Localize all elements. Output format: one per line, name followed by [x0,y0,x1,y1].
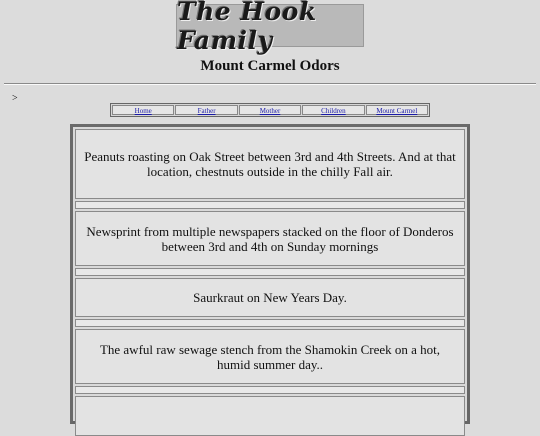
odor-text: Newsprint from multiple newspapers stacked on the floor of Donderos between 3rd and 4th on Sunday mornings [86,223,454,254]
row-separator [75,201,465,209]
nav-link-mother[interactable]: Mother [239,105,301,115]
odor-text: The awful raw sewage stench from the Shamokin Creek on a hot, humid summer day.. [99,341,441,372]
odors-table [70,124,470,424]
odor-cell [75,329,465,384]
page-title: Mount Carmel Odors [200,58,340,74]
odor-cell [75,211,465,266]
row-separator [75,268,465,276]
nav-link-father[interactable]: Father [175,105,237,115]
odor-text: Peanuts roasting on Oak Street between 3rd and 4th Streets. And at that location, chestnuts outside in the chilly Fall air. [84,149,456,179]
odor-cell [75,396,465,436]
odor-cell [75,278,465,317]
nav-bar [110,103,430,117]
odor-text: Saurkraut on New Years Day. [193,290,347,305]
nav-link-children[interactable]: Children [302,105,364,115]
marker-text: > [12,93,18,104]
row-separator [75,386,465,394]
logo-text: The Hook Family [177,0,317,55]
nav-link-mount-carmel[interactable]: Mount Carmel [366,105,428,115]
horizontal-divider [4,83,536,85]
site-logo [176,0,364,55]
row-separator [75,319,465,327]
odor-cell [75,129,465,199]
nav-link-home[interactable]: Home [112,105,174,115]
